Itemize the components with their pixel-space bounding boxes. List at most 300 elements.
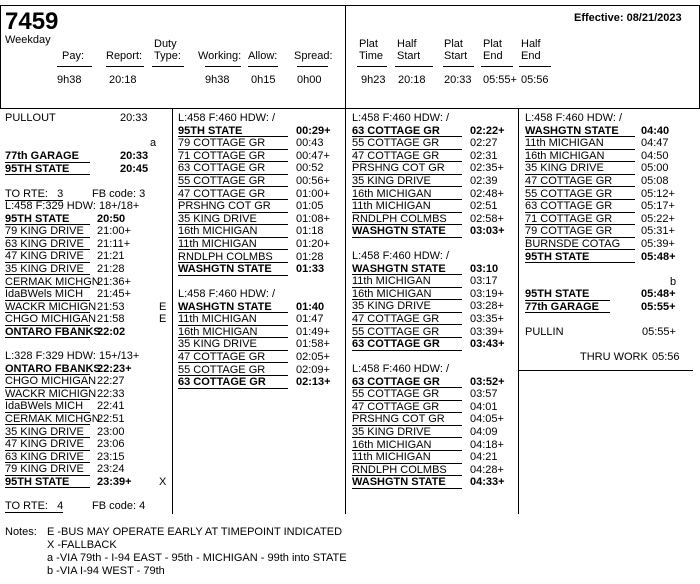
timetable-row bbox=[525, 288, 690, 301]
pay-value: 9h38 bbox=[57, 74, 82, 86]
stop-time: 02:31 bbox=[470, 149, 498, 162]
timetable-row bbox=[178, 225, 343, 238]
timetable-row bbox=[352, 288, 517, 301]
stop-time: 22:51 bbox=[97, 412, 125, 425]
stop-name: 63 COTTAGE GR bbox=[178, 162, 288, 175]
timetable-row bbox=[178, 338, 343, 351]
stop-name: 11th MICHIGAN bbox=[352, 200, 462, 213]
report-label: Report: bbox=[106, 50, 143, 62]
col4-trip1 bbox=[525, 125, 690, 265]
stop-name: 11th MICHIGAN bbox=[178, 313, 288, 326]
timetable-row bbox=[5, 150, 170, 163]
stop-name: 47 COTTAGE GR bbox=[178, 188, 288, 201]
fb-code-2: FB code: 4 bbox=[92, 500, 146, 512]
stop-time: 00:43 bbox=[296, 137, 324, 150]
timetable-row bbox=[352, 388, 517, 401]
thru-work-label: THRU WORK bbox=[580, 351, 648, 363]
timetable-row bbox=[352, 401, 517, 414]
stop-name: 55 COTTAGE GR bbox=[352, 326, 462, 339]
stop-time: 23:00 bbox=[97, 425, 125, 438]
working-underline bbox=[205, 66, 241, 67]
to-rte-2-label bbox=[5, 500, 63, 513]
timetable-row bbox=[5, 225, 170, 238]
stop-time: 21:36+ bbox=[97, 275, 131, 288]
stop-time: 05:31+ bbox=[641, 225, 675, 238]
stop-time: 21:11+ bbox=[97, 237, 131, 250]
stop-time: 01:00+ bbox=[296, 187, 330, 200]
timetable-row bbox=[525, 200, 690, 213]
header-divider bbox=[345, 5, 346, 109]
timetable-row bbox=[5, 413, 170, 426]
stop-name: WACKR MICHIGN bbox=[5, 387, 97, 400]
stop-name: 95TH STATE bbox=[5, 213, 90, 226]
stop-time: 03:03+ bbox=[470, 225, 505, 238]
stop-time: 01:28 bbox=[296, 250, 324, 263]
stop-name: 11th MICHIGAN bbox=[352, 275, 462, 288]
stop-name: 35 KING DRIVE bbox=[5, 263, 90, 276]
thru-work-time: 05:56 bbox=[652, 351, 680, 363]
half-label-2: Half bbox=[521, 38, 541, 50]
plat-label-1: Plat bbox=[359, 38, 378, 50]
stop-name: 11th MICHIGAN bbox=[352, 451, 462, 464]
timetable-row bbox=[178, 364, 343, 377]
stop-name: PRSHNG COT GR bbox=[178, 200, 288, 213]
stop-time: 02:39 bbox=[470, 174, 498, 187]
timetable-row bbox=[525, 188, 690, 201]
working-label: Working: bbox=[198, 50, 242, 62]
timepoint-flag: E bbox=[159, 300, 167, 313]
stop-time: 03:17 bbox=[470, 275, 498, 288]
timetable-row bbox=[352, 338, 517, 351]
stop-name: WASHGTN STATE bbox=[352, 225, 462, 238]
pullout-time: 20:33 bbox=[120, 112, 148, 124]
type-label: Type: bbox=[154, 50, 181, 62]
run-number: 7459 bbox=[5, 8, 59, 35]
stop-name: IdaBWels MICH bbox=[5, 400, 90, 413]
stop-time: 04:09 bbox=[470, 425, 498, 438]
stop-time: 04:50 bbox=[641, 149, 669, 162]
stop-name: WASHGTN STATE bbox=[352, 476, 462, 489]
stop-name: CHGO MICHIGAN bbox=[5, 313, 97, 326]
stop-time: 05:08 bbox=[641, 174, 669, 187]
stop-time: 04:05+ bbox=[470, 413, 504, 426]
half-start-underline bbox=[395, 66, 433, 67]
stop-name: 11th MICHIGAN bbox=[525, 137, 635, 150]
stop-time: 05:22+ bbox=[641, 212, 675, 225]
stop-time: 00:47+ bbox=[296, 149, 330, 162]
col4-return bbox=[525, 288, 690, 314]
timetable-row bbox=[178, 301, 343, 314]
timetable-row bbox=[178, 251, 343, 264]
stop-time: 03:52+ bbox=[470, 375, 505, 388]
timetable-row bbox=[352, 125, 517, 138]
timetable-row bbox=[178, 200, 343, 213]
stop-time: 21:00+ bbox=[97, 225, 131, 238]
timetable-row bbox=[5, 400, 170, 413]
stop-time: 03:10 bbox=[470, 262, 499, 275]
stop-time: 01:49+ bbox=[296, 325, 330, 338]
timetable-row bbox=[352, 313, 517, 326]
stop-time: 01:33 bbox=[296, 263, 325, 276]
stop-time: 22:33 bbox=[97, 387, 125, 400]
stop-time: 04:01 bbox=[470, 400, 498, 413]
notes-label: Notes: bbox=[5, 526, 37, 538]
timetable-row bbox=[5, 388, 170, 401]
col3-trip3 bbox=[352, 376, 517, 490]
pullin-time: 05:55+ bbox=[642, 326, 676, 338]
stop-name: WASHGTN STATE bbox=[525, 125, 635, 138]
col2-trip1 bbox=[178, 125, 343, 277]
timetable-row bbox=[5, 213, 170, 226]
trip1-header: L:458 F:329 HDW: 18+/18+ bbox=[5, 200, 140, 212]
stop-time: 23:24 bbox=[97, 463, 125, 476]
timetable-row bbox=[5, 238, 170, 251]
stop-name: RNDLPH COLMBS bbox=[352, 213, 462, 226]
stop-name: PRSHNG COT GR bbox=[352, 162, 462, 175]
half-label-1: Half bbox=[397, 38, 417, 50]
stop-time: 23:15 bbox=[97, 450, 125, 463]
timetable-row bbox=[178, 238, 343, 251]
stop-time: 00:29+ bbox=[296, 124, 331, 137]
stop-name: 63 COTTAGE GR bbox=[525, 200, 635, 213]
note-line-4: b -VIA I-94 WEST - 79th bbox=[47, 565, 165, 577]
timetable-row bbox=[178, 175, 343, 188]
timetable-row bbox=[178, 213, 343, 226]
timetable-row bbox=[352, 376, 517, 389]
stop-name: ONTARO FBANKS bbox=[5, 325, 101, 338]
stop-time: 23:06 bbox=[97, 438, 125, 451]
stop-name: WASHGTN STATE bbox=[352, 263, 462, 276]
timetable-row bbox=[352, 275, 517, 288]
timetable-row bbox=[5, 476, 170, 489]
plat-label-2: Plat bbox=[444, 38, 463, 50]
timetable-row bbox=[5, 451, 170, 464]
stop-name: 35 KING DRIVE bbox=[178, 338, 288, 351]
timetable-row bbox=[5, 363, 170, 376]
stop-name: RNDLPH COLMBS bbox=[352, 464, 462, 477]
timetable-row bbox=[178, 376, 343, 389]
plat-time-value: 9h23 bbox=[361, 74, 386, 86]
stop-name: 63 COTTAGE GR bbox=[352, 338, 462, 351]
timetable-row bbox=[5, 276, 170, 289]
stop-name: 35 KING DRIVE bbox=[352, 175, 462, 188]
stop-time: 22:02 bbox=[97, 325, 126, 338]
col1-trip2 bbox=[5, 363, 170, 489]
timetable-row bbox=[178, 150, 343, 163]
end-label-2: End bbox=[521, 50, 541, 62]
stop-time: 05:55+ bbox=[641, 300, 676, 313]
stop-time: 00:56+ bbox=[296, 174, 330, 187]
plat-time-underline bbox=[357, 66, 387, 67]
stop-time: 02:58+ bbox=[470, 212, 504, 225]
allow-label: Allow: bbox=[248, 50, 278, 62]
column-divider-2 bbox=[345, 109, 346, 514]
stop-name: 16th MICHIGAN bbox=[352, 439, 462, 452]
stop-time: 03:35+ bbox=[470, 312, 504, 325]
timetable-row bbox=[5, 375, 170, 388]
note-line-3: a -VIA 79th - I-94 EAST - 95th - MICHIGAN - 99th into STATE bbox=[47, 552, 347, 564]
timetable-row bbox=[352, 464, 517, 477]
stop-name: 55 COTTAGE GR bbox=[178, 364, 288, 377]
pullout-label: PULLOUT bbox=[5, 112, 56, 124]
pay-label: Pay: bbox=[62, 50, 85, 62]
stop-time: 05:48+ bbox=[641, 250, 676, 263]
stop-time: 22:27 bbox=[97, 375, 125, 388]
stop-name: 79 KING DRIVE bbox=[5, 463, 90, 476]
col2-trip2 bbox=[178, 301, 343, 391]
timetable-row bbox=[5, 263, 170, 276]
timetable-row bbox=[525, 125, 690, 138]
col3-trip2 bbox=[352, 263, 517, 353]
stop-time: 21:58 bbox=[97, 313, 125, 326]
spread-underline bbox=[297, 66, 328, 67]
stop-name: CERMAK MICHGN bbox=[5, 275, 100, 288]
stop-time: 01:08+ bbox=[296, 212, 330, 225]
stop-time: 22:41 bbox=[97, 400, 125, 413]
timetable-row bbox=[352, 225, 517, 238]
timetable-row bbox=[5, 463, 170, 476]
half-end-value: 05:56 bbox=[521, 74, 549, 86]
half-end-underline bbox=[519, 66, 551, 67]
spread-label: Spread: bbox=[294, 50, 333, 62]
plat-end-underline bbox=[481, 66, 513, 67]
stop-name: 16th MICHIGAN bbox=[178, 326, 288, 339]
stop-time: 04:33+ bbox=[470, 476, 505, 489]
timetable-row bbox=[178, 137, 343, 150]
plat-start-value: 20:33 bbox=[444, 74, 472, 86]
stop-name: 95TH STATE bbox=[525, 251, 635, 264]
stop-name: 47 COTTAGE GR bbox=[352, 150, 462, 163]
to-rte-1-number: 3 bbox=[57, 188, 64, 200]
stop-time: 01:20+ bbox=[296, 237, 330, 250]
timepoint-flag: E bbox=[159, 313, 167, 326]
note-b-marker: b bbox=[670, 276, 677, 288]
timetable-row bbox=[178, 313, 343, 326]
stop-name: 47 COTTAGE GR bbox=[525, 175, 635, 188]
col3-trip1 bbox=[352, 125, 517, 239]
stop-time: 21:21 bbox=[97, 250, 125, 263]
day-type: Weekday bbox=[5, 34, 51, 46]
timetable-row bbox=[525, 175, 690, 188]
to-rte-2-text: TO RTE: bbox=[5, 500, 48, 512]
stop-time: 02:35+ bbox=[470, 162, 504, 175]
stop-time: 02:05+ bbox=[296, 350, 330, 363]
duty-label: Duty bbox=[154, 38, 177, 50]
report-value: 20:18 bbox=[109, 74, 137, 86]
stop-time: 04:47 bbox=[641, 137, 669, 150]
stop-name: WACKR MICHIGN bbox=[5, 300, 97, 313]
stop-name: BURNSDE COTAG bbox=[525, 238, 635, 251]
stop-name: 63 KING DRIVE bbox=[5, 238, 90, 251]
col2-trip1-header: L:458 F:460 HDW: / bbox=[178, 112, 276, 124]
plat-start-underline bbox=[443, 66, 474, 67]
timetable-row bbox=[178, 263, 343, 276]
stop-time: 05:48+ bbox=[641, 288, 676, 300]
timetable-row bbox=[352, 476, 517, 489]
stop-time: 05:00 bbox=[641, 162, 669, 175]
stop-name: WASHGTN STATE bbox=[178, 301, 288, 314]
stop-name: 71 COTTAGE GR bbox=[178, 150, 288, 163]
timetable-row bbox=[5, 163, 170, 176]
working-value: 9h38 bbox=[205, 74, 230, 86]
note-line-1: E -BUS MAY OPERATE EARLY AT TIMEPOINT INDICATED bbox=[47, 526, 343, 538]
timetable-row bbox=[5, 301, 170, 314]
allow-underline bbox=[248, 66, 278, 67]
col3-trip3-header: L:458 F:460 HDW: / bbox=[352, 363, 450, 375]
stop-name: ONTARO FBANKS bbox=[5, 362, 101, 375]
stop-name: 79 KING DRIVE bbox=[5, 225, 90, 238]
stop-name: CHGO MICHIGAN bbox=[5, 375, 97, 388]
stop-time: 04:18+ bbox=[470, 438, 504, 451]
timetable-row bbox=[525, 213, 690, 226]
stop-name: 77th GARAGE bbox=[5, 150, 90, 163]
stop-time: 01:18 bbox=[296, 225, 324, 238]
stop-name: IdaBWels MICH bbox=[5, 288, 90, 301]
pullin-label: PULLIN bbox=[525, 326, 564, 338]
stop-name: 11th MICHIGAN bbox=[178, 238, 288, 251]
timetable-row bbox=[178, 326, 343, 339]
stop-time: 23:39+ bbox=[97, 475, 132, 488]
col3-trip1-header: L:458 F:460 HDW: / bbox=[352, 112, 450, 124]
stop-name: 35 KING DRIVE bbox=[5, 426, 90, 439]
to-rte-2 bbox=[5, 500, 63, 513]
stop-name: 55 COTTAGE GR bbox=[178, 175, 288, 188]
stop-time: 04:28+ bbox=[470, 463, 504, 476]
note-line-2: X -FALLBACK bbox=[47, 539, 117, 551]
timetable-row bbox=[352, 200, 517, 213]
stop-name: 55 COTTAGE GR bbox=[352, 388, 462, 401]
timetable-row bbox=[5, 288, 170, 301]
type-underline bbox=[152, 66, 184, 67]
stop-name: 35 KING DRIVE bbox=[178, 213, 288, 226]
stop-time: 21:53 bbox=[97, 300, 125, 313]
col3-trip2-header: L:458 F:460 HDW: / bbox=[352, 250, 450, 262]
stop-time: 03:43+ bbox=[470, 338, 505, 351]
fb-code-1: FB code: 3 bbox=[92, 188, 146, 200]
stop-time: 03:19+ bbox=[470, 287, 504, 300]
stop-name: 16th MICHIGAN bbox=[178, 225, 288, 238]
timetable-row bbox=[178, 125, 343, 138]
end-label-1: End bbox=[483, 50, 503, 62]
half-start-value: 20:18 bbox=[398, 74, 426, 86]
column-divider-3 bbox=[518, 109, 519, 514]
stop-name: 35 KING DRIVE bbox=[352, 300, 462, 313]
stop-time: 00:52 bbox=[296, 162, 324, 175]
start-label-2: Start bbox=[444, 50, 468, 62]
to-rte-1-text: TO RTE: bbox=[5, 188, 48, 200]
stop-name: 55 COTTAGE GR bbox=[352, 137, 462, 150]
stop-name: 16th MICHIGAN bbox=[525, 150, 635, 163]
trip2-header: L:328 F:329 HDW: 15+/13+ bbox=[5, 350, 140, 362]
timetable-row bbox=[352, 213, 517, 226]
stop-name: 55 COTTAGE GR bbox=[525, 188, 635, 201]
timetable-row bbox=[352, 263, 517, 276]
start-label-1: Start bbox=[397, 50, 421, 62]
timetable-row bbox=[525, 162, 690, 175]
timetable-row bbox=[352, 150, 517, 163]
stop-time: 20:45 bbox=[120, 162, 149, 175]
stop-time: 02:27 bbox=[470, 137, 498, 150]
thru-work-rule bbox=[518, 370, 693, 371]
stop-name: 47 KING DRIVE bbox=[5, 438, 90, 451]
timetable-row bbox=[525, 137, 690, 150]
stop-name: 16th MICHIGAN bbox=[352, 288, 462, 301]
time-label: Time bbox=[359, 50, 384, 62]
stop-name: 47 COTTAGE GR bbox=[178, 351, 288, 364]
to-rte-2-number: 4 bbox=[57, 500, 64, 512]
stop-time: 04:40 bbox=[641, 124, 670, 137]
timetable-row bbox=[352, 300, 517, 313]
stop-name: 95TH STATE bbox=[178, 125, 288, 138]
stop-name: PRSHNG COT GR bbox=[352, 413, 462, 426]
timetable-row bbox=[525, 225, 690, 238]
timetable-row bbox=[352, 426, 517, 439]
column-divider-1 bbox=[172, 109, 173, 514]
stop-name: 63 COTTAGE GR bbox=[352, 376, 462, 389]
stop-time: 20:33 bbox=[120, 150, 149, 162]
stop-name: 47 KING DRIVE bbox=[5, 250, 90, 263]
timetable-row bbox=[525, 150, 690, 163]
plat-label-3: Plat bbox=[483, 38, 502, 50]
stop-time: 05:17+ bbox=[641, 200, 675, 213]
stop-time: 05:12+ bbox=[641, 187, 675, 200]
stop-time: 05:39+ bbox=[641, 237, 675, 250]
stop-time: 03:28+ bbox=[470, 300, 504, 313]
timetable-row bbox=[5, 438, 170, 451]
stop-name: 47 COTTAGE GR bbox=[352, 401, 462, 414]
timetable-row bbox=[352, 175, 517, 188]
timetable-row bbox=[5, 250, 170, 263]
garage-rows bbox=[5, 150, 170, 176]
timetable-row bbox=[352, 326, 517, 339]
stop-name: 95TH STATE bbox=[5, 163, 90, 176]
stop-time: 03:39+ bbox=[470, 325, 504, 338]
stop-time: 01:05 bbox=[296, 200, 324, 213]
stop-time: 01:58+ bbox=[296, 338, 330, 351]
stop-time: 02:22+ bbox=[470, 124, 505, 137]
stop-name: 16th MICHIGAN bbox=[352, 188, 462, 201]
timetable-row bbox=[352, 451, 517, 464]
stop-name: 95TH STATE bbox=[525, 288, 610, 301]
note-a-marker: a bbox=[150, 137, 157, 149]
col2-trip2-header: L:458 F:460 HDW: / bbox=[178, 288, 276, 300]
timetable-row bbox=[178, 162, 343, 175]
stop-time: 02:13+ bbox=[296, 376, 331, 389]
col1-trip1 bbox=[5, 213, 170, 339]
stop-name: 63 KING DRIVE bbox=[5, 451, 90, 464]
timetable-row bbox=[352, 137, 517, 150]
stop-name: 95TH STATE bbox=[5, 476, 90, 489]
timepoint-flag: X bbox=[159, 475, 167, 488]
stop-time: 20:50 bbox=[97, 212, 126, 225]
col4-trip1-header: L:458 F:460 HDW: / bbox=[525, 112, 623, 124]
stop-name: 77th GARAGE bbox=[525, 301, 610, 314]
stop-time: 22:23+ bbox=[97, 362, 132, 375]
stop-name: CERMAK MICHGN bbox=[5, 412, 100, 425]
stop-name: 79 COTTAGE GR bbox=[178, 137, 288, 150]
timetable-row bbox=[352, 439, 517, 452]
allow-value: 0h15 bbox=[251, 74, 276, 86]
stop-time: 21:28 bbox=[97, 262, 125, 275]
timetable-row bbox=[5, 313, 170, 326]
timetable-row bbox=[525, 238, 690, 251]
stop-name: 63 COTTAGE GR bbox=[178, 376, 288, 389]
timetable-row bbox=[525, 251, 690, 264]
stop-name: 71 COTTAGE GR bbox=[525, 213, 635, 226]
stop-name: 35 KING DRIVE bbox=[525, 162, 635, 175]
stop-time: 01:47 bbox=[296, 313, 324, 326]
stop-name: 79 COTTAGE GR bbox=[525, 225, 635, 238]
